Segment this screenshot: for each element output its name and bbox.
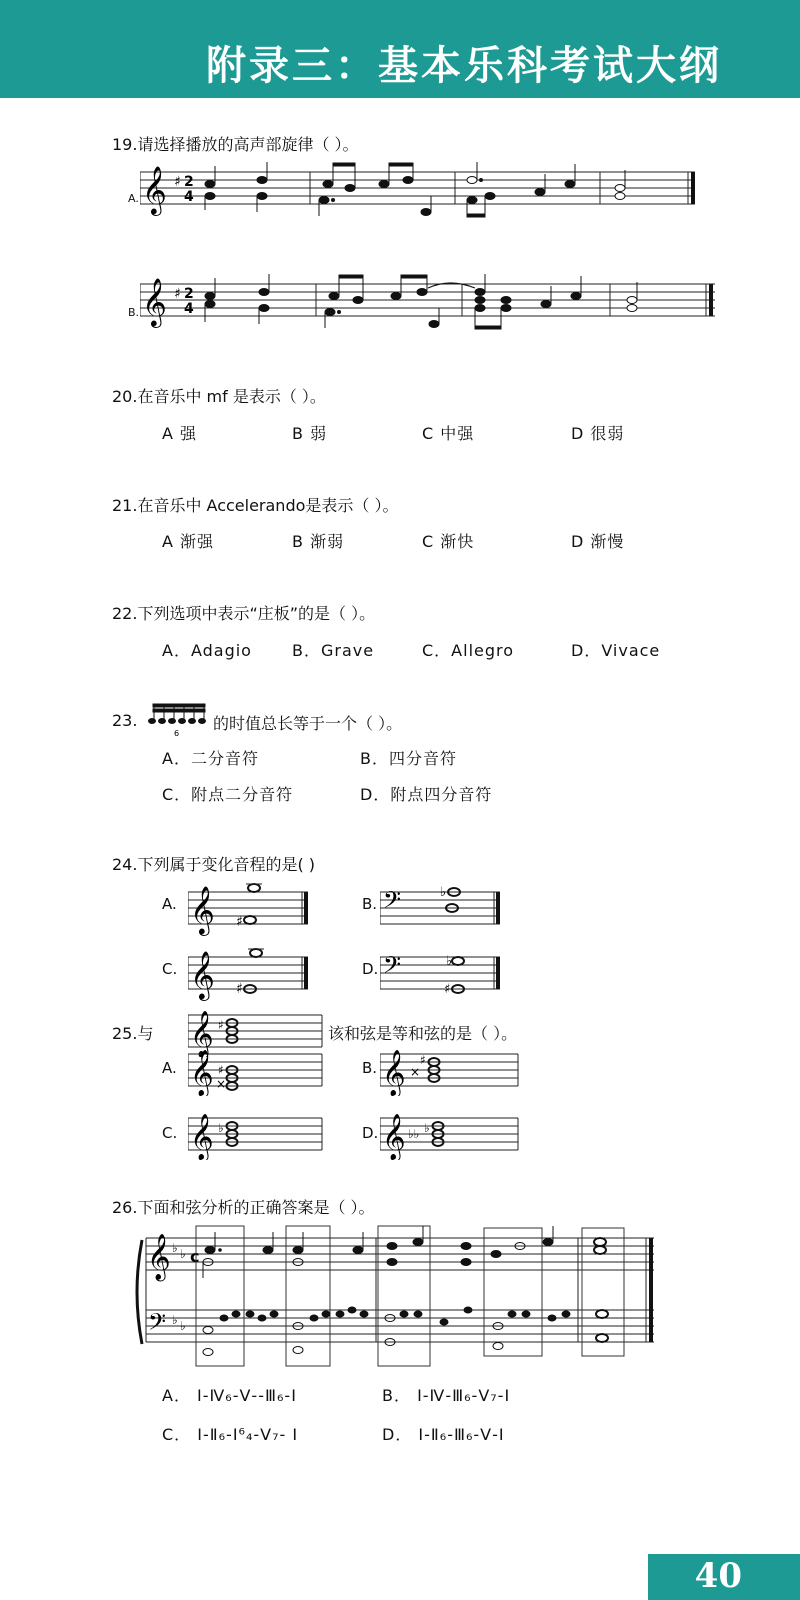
svg-text:♯: ♯ (218, 1018, 224, 1032)
q22-option-b: B．Grave (292, 641, 375, 660)
chord-staff-a (188, 1044, 326, 1096)
svg-text:4: 4 (184, 189, 194, 205)
svg-text:𝄞: 𝄞 (382, 1050, 406, 1096)
q23-option-b: B．四分音符 (360, 749, 457, 768)
q21-option-b: B 渐弱 (292, 532, 345, 551)
q24-label-c: C. (162, 960, 178, 978)
q22-option-c: C．Allegro (422, 641, 515, 660)
q24-label-a: A. (162, 895, 177, 913)
sextuplet-notes-icon (148, 700, 210, 740)
q22-option-a: A．Adagio (162, 641, 252, 660)
question-22: 22.下列选项中表示“庄板”的是（ ）。 (112, 604, 376, 623)
page-number: 40 (694, 1556, 742, 1596)
svg-text:♭: ♭ (180, 1319, 186, 1333)
question-26: 26.下面和弦分析的正确答案是（ ）。 (112, 1198, 375, 1217)
q26-option-d: D． Ⅰ-Ⅱ₆-Ⅲ₆-Ⅴ-Ⅰ (382, 1425, 505, 1444)
q26-option-b: B． Ⅰ-Ⅳ-Ⅲ₆-Ⅴ₇-Ⅰ (382, 1386, 511, 1405)
svg-text:𝄞: 𝄞 (190, 1050, 214, 1096)
q20-option-b: B 弱 (292, 424, 328, 443)
svg-text:𝄞: 𝄞 (190, 950, 215, 999)
q20-option-c: C 中强 (422, 424, 475, 443)
page-header (0, 0, 800, 98)
svg-text:𝄞: 𝄞 (147, 1234, 171, 1280)
interval-staff-a (188, 880, 313, 936)
svg-text:♭: ♭ (446, 954, 453, 969)
q25-label-d: D. (362, 1124, 379, 1142)
q25-label-b: B. (362, 1059, 378, 1077)
question-23: 的时值总长等于一个（ ）。 (213, 714, 403, 733)
q21-option-a: A 渐强 (162, 532, 215, 551)
question-25-prefix: 25.与 (112, 1024, 154, 1043)
q26-option-c: C． Ⅰ-Ⅱ₆-Ⅰ⁶₄-Ⅴ₇- Ⅰ (162, 1425, 299, 1444)
option-a-label: A. (128, 192, 139, 205)
svg-text:♭: ♭ (180, 1247, 186, 1261)
q20-option-a: A 强 (162, 424, 198, 443)
svg-text:♭: ♭ (440, 885, 447, 900)
chord-staff-c (188, 1108, 326, 1160)
question-19: 19.请选择播放的高声部旋律（ ）。 (112, 135, 359, 154)
question-24: 24.下列属于变化音程的是( ) (112, 855, 316, 874)
svg-text:𝄞: 𝄞 (190, 1011, 214, 1057)
svg-text:♯: ♯ (444, 982, 451, 997)
svg-text:♯: ♯ (174, 286, 181, 302)
melody-staff-b (140, 272, 720, 350)
q24-label-b: B. (362, 895, 378, 913)
svg-text:𝄢: 𝄢 (383, 951, 402, 984)
chord-staff-b (380, 1044, 522, 1096)
svg-text:♭: ♭ (218, 1121, 224, 1135)
chord-staff-d (380, 1108, 522, 1160)
harmony-grand-staff (132, 1222, 662, 1367)
melody-staff-a (140, 160, 700, 235)
q20-option-d: D 很弱 (571, 424, 625, 443)
svg-text:𝄢: 𝄢 (148, 1308, 167, 1341)
page-number-tab (648, 1554, 800, 1600)
svg-text:×: × (216, 1077, 227, 1091)
q21-option-c: C 渐快 (422, 532, 475, 551)
svg-text:2: 2 (184, 174, 194, 190)
page-title: 附录三：基本乐科考试大纲 (206, 42, 722, 89)
question-20: 20.在音乐中 mf 是表示（ ）。 (112, 387, 326, 406)
svg-text:𝄞: 𝄞 (190, 885, 215, 934)
svg-text:♯: ♯ (236, 981, 243, 997)
q22-option-d: D．Vivace (571, 641, 661, 660)
svg-text:♭: ♭ (172, 1241, 178, 1255)
svg-text:𝄞: 𝄞 (142, 277, 167, 326)
svg-text:♯: ♯ (174, 174, 181, 190)
svg-text:𝄢: 𝄢 (383, 886, 402, 919)
q25-label-c: C. (162, 1124, 178, 1142)
question-23-number: 23. (112, 711, 138, 730)
q23-option-c: C．附点二分音符 (162, 785, 294, 804)
question-25: 该和弦是等和弦的是（ ）。 (328, 1024, 518, 1043)
svg-text:♯: ♯ (218, 1063, 224, 1077)
option-b-label: B. (128, 306, 140, 319)
svg-text:♭: ♭ (424, 1121, 430, 1135)
svg-text:2: 2 (184, 286, 194, 302)
svg-text:𝄞: 𝄞 (190, 1114, 214, 1160)
svg-text:♭♭: ♭♭ (408, 1127, 420, 1141)
q24-label-d: D. (362, 960, 379, 978)
interval-staff-d (380, 945, 505, 1001)
svg-text:♭: ♭ (172, 1313, 178, 1327)
interval-staff-b (380, 880, 505, 936)
question-21: 21.在音乐中 Accelerando是表示（ ）。 (112, 496, 399, 515)
q23-option-a: A．二分音符 (162, 749, 259, 768)
svg-text:♯: ♯ (420, 1053, 426, 1067)
q21-option-d: D 渐慢 (571, 532, 625, 551)
q26-option-a: A． Ⅰ-Ⅳ₆-Ⅴ--Ⅲ₆-Ⅰ (162, 1386, 297, 1405)
svg-text:c: c (190, 1247, 200, 1266)
interval-staff-c (188, 945, 313, 1001)
svg-text:×: × (410, 1065, 421, 1079)
q25-label-a: A. (162, 1059, 177, 1077)
svg-text:𝄞: 𝄞 (382, 1114, 406, 1160)
svg-text:4: 4 (184, 301, 194, 317)
svg-text:♯: ♯ (236, 914, 243, 930)
svg-text:𝄞: 𝄞 (142, 165, 167, 214)
svg-text:6: 6 (174, 729, 180, 738)
q23-option-d: D．附点四分音符 (360, 785, 493, 804)
